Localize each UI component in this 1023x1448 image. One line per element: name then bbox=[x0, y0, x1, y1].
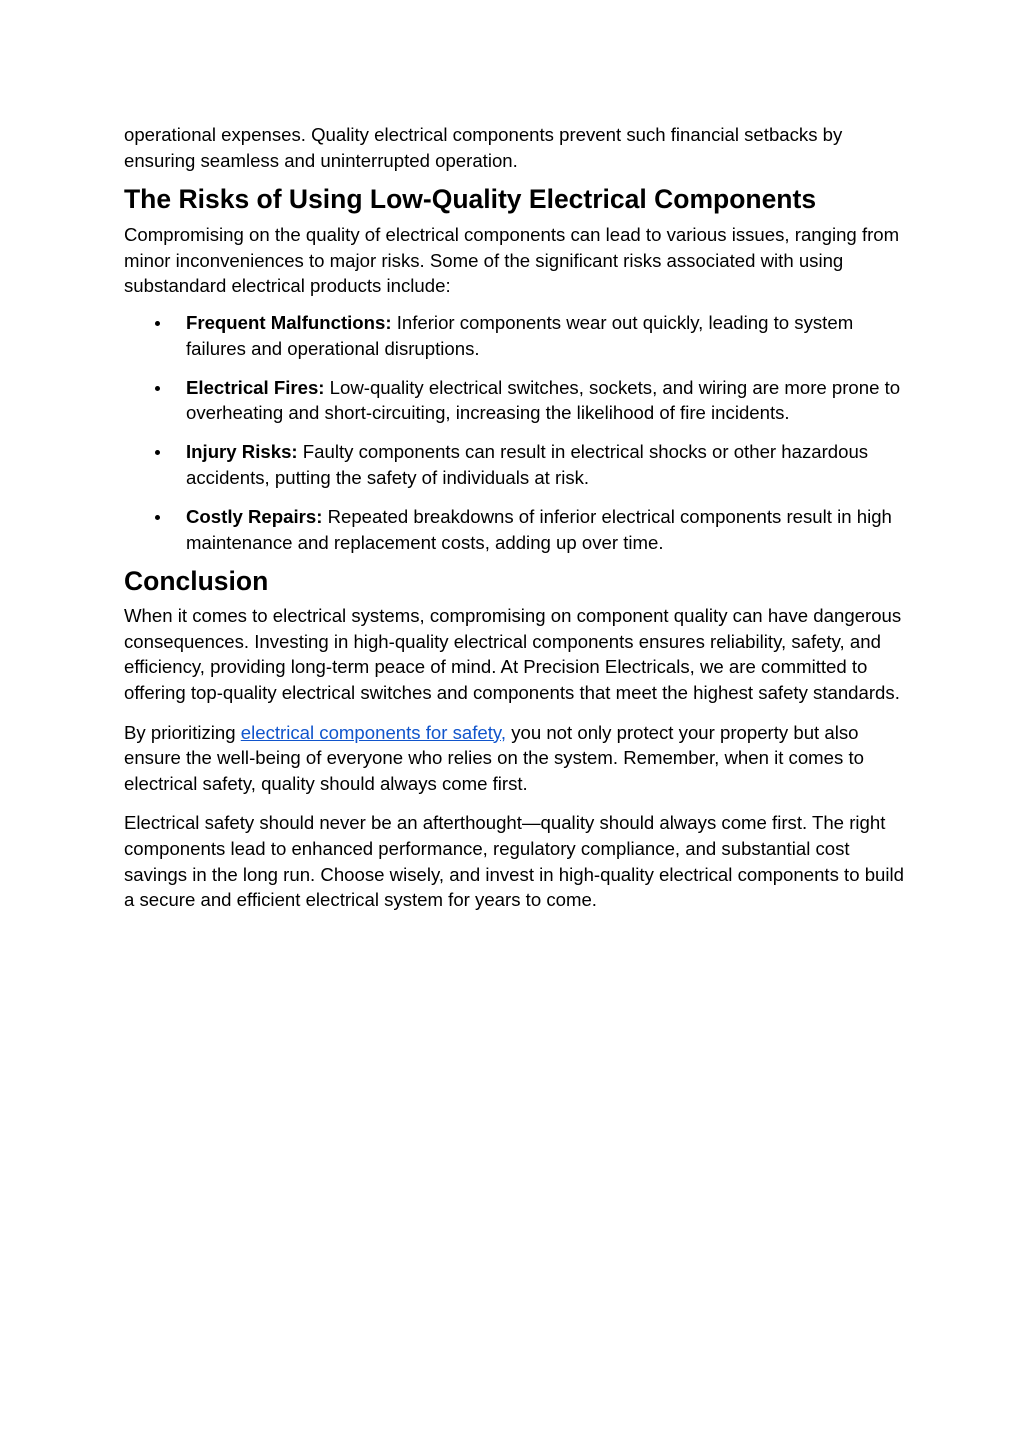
risk-description: Faulty components can result in electrical shocks or other hazardous accidents, putting the safety of individuals at risk. bbox=[186, 441, 869, 488]
risk-term: Injury Risks: bbox=[186, 441, 298, 463]
conclusion-paragraph-3: Electrical safety should never be an afterthought—quality should always come first. The right components lead to enhanced performance, regulatory compliance, and substantial cost savings in the long run. Choose wisely, and invest in high-quality electrical components to build a secure and efficient electrical system for years to come. bbox=[124, 812, 904, 911]
bullet-icon bbox=[155, 386, 160, 391]
risks-list bbox=[124, 310, 904, 555]
bullet-icon bbox=[155, 450, 160, 455]
list-item bbox=[124, 504, 904, 555]
risk-term: Costly Repairs: bbox=[186, 506, 323, 528]
risk-term: Frequent Malfunctions: bbox=[186, 311, 392, 333]
risk-term: Electrical Fires: bbox=[186, 376, 325, 398]
list-item bbox=[124, 375, 904, 426]
paragraph-text: By prioritizing bbox=[124, 721, 241, 743]
list-item bbox=[124, 439, 904, 490]
conclusion-heading: Conclusion bbox=[124, 566, 269, 597]
intro-paragraph: operational expenses. Quality electrical components prevent such financial setbacks by ensuring seamless and uninterrupted operation. bbox=[124, 124, 843, 171]
electrical-components-safety-link[interactable]: electrical components for safety, bbox=[240, 721, 507, 743]
list-item bbox=[124, 310, 904, 361]
bullet-icon bbox=[155, 515, 160, 520]
risks-heading: The Risks of Using Low-Quality Electrical Components bbox=[124, 184, 817, 215]
risks-intro-paragraph: Compromising on the quality of electrical components can lead to various issues, ranging from minor inconveniences to major risks. Some of the significant risks associated with using substandard electrical products include: bbox=[124, 224, 900, 297]
bullet-icon bbox=[155, 321, 160, 326]
paragraph-text: you not only protect your property but also ensure the well-being of everyone who relies on the system. Remember, when it comes to electrical safety, quality should always come first. bbox=[124, 721, 864, 794]
risk-description: Inferior components wear out quickly, leading to system failures and operational disruptions. bbox=[186, 311, 854, 359]
risk-description: Repeated breakdowns of inferior electrical components result in high maintenance and replacement costs, adding up over time. bbox=[186, 506, 892, 553]
conclusion-paragraph-2 bbox=[124, 720, 904, 797]
conclusion-paragraph-1: When it comes to electrical systems, compromising on component quality can have dangerous consequences. Investing in high-quality electrical components ensures reliability, safety, and efficiency, providing long-term peace of mind. At Precision Electricals, we are committed to offering top-quality electrical switches and components that meet the highest safety standards. bbox=[124, 605, 902, 703]
risk-description: Low-quality electrical switches, sockets, and wiring are more prone to overheating and short-circuiting, increasing the likelihood of fire incidents. bbox=[186, 376, 901, 424]
document-page bbox=[124, 122, 904, 913]
